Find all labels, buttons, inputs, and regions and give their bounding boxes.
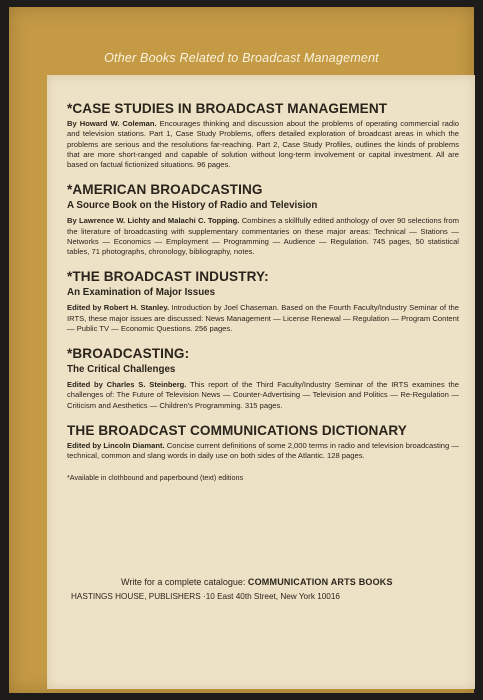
book-title: *AMERICAN BROADCASTING xyxy=(67,182,263,198)
book-back-cover xyxy=(9,7,474,693)
publisher-address: 10 East 40th Street, New York 10016 xyxy=(205,592,340,601)
book-description xyxy=(67,303,459,334)
book-description xyxy=(67,441,459,461)
book-list xyxy=(67,101,459,482)
book-description-text: Encourages thinking and discussion about the problems of operating commercial radio and television stations. Part 1, Case Study Problems, offers detailed exploration of broadcast areas in which the problems are serious and the resolutions far-reaching. Part 2, Case Study Profiles, outlines the kinds of problems that are more short-ranged and capable of solution without long-term involvement or capital investment. All are based on factual fictionized situations. 96 pages. xyxy=(67,119,459,169)
book-entry-american-broadcasting xyxy=(67,182,459,257)
book-entry-broadcast-industry xyxy=(67,269,459,334)
book-title: THE BROADCAST COMMUNICATIONS DICTIONARY xyxy=(67,422,407,438)
footer xyxy=(69,577,463,601)
publisher-name: HASTINGS HOUSE, PUBLISHERS xyxy=(71,592,201,601)
catalogue-line xyxy=(69,577,463,587)
book-description-text: This report of the Third Faculty/Industry Seminar of the IRTS examines the challenges of: The Future of Television News — Counter-Advertising — Television and Politics — Re-Regulation — Criticism and Aesthetics — Children's Programming. 315 pages. xyxy=(67,380,459,410)
book-entry-broadcasting xyxy=(67,346,459,411)
book-subtitle: The Critical Challenges xyxy=(67,364,176,376)
catalogue-publisher: COMMUNICATION ARTS BOOKS xyxy=(247,577,393,587)
book-author: Edited by Lincoln Diamant. xyxy=(67,441,165,451)
book-subtitle: A Source Book on the History of Radio and Television xyxy=(67,200,318,212)
book-entry-dictionary xyxy=(67,423,459,462)
book-title: *BROADCASTING: xyxy=(67,346,190,361)
book-title: *THE BROADCAST INDUSTRY: xyxy=(67,269,269,285)
book-subtitle: An Examination of Major Issues xyxy=(67,287,216,299)
book-entry-case-studies xyxy=(67,101,459,170)
book-description xyxy=(67,119,459,170)
book-author: By Lawrence W. Lichty and Malachi C. Topping. xyxy=(67,216,240,226)
book-description-text: Introduction by Joel Chaseman. Based on the Fourth Faculty/Industry Seminar of the IRTS, these major issues are discussed: News Management — License Renewal — Regulation — Program Content — Public TV — Economic Questions. 256 pages. xyxy=(67,303,460,333)
publisher-line: HASTINGS HOUSE, PUBLISHERS ·10 East 40th Street, New York 10016 xyxy=(71,592,340,601)
book-author: Edited by Robert H. Stanley. xyxy=(67,303,170,313)
header-title: Other Books Related to Broadcast Management xyxy=(104,51,379,65)
book-title: *CASE STUDIES IN BROADCAST MANAGEMENT xyxy=(67,101,388,116)
catalogue-text: Write for a complete catalogue: xyxy=(121,577,248,587)
book-author: Edited by Charles S. Steinberg. xyxy=(67,380,187,390)
book-description-text: Combines a skillfully edited anthology of over 90 selections from the literature of broadcasting with supplementary commentaries on these major areas: Technical — Stations — Networks — Economics — Employment — Programming — Audience — Regulation. 745 pages, 50 statistical tables, 71 photographs, chronology, bibliography, notes. xyxy=(67,216,459,256)
book-author: By Howard W. Coleman. xyxy=(67,119,157,129)
availability-note: *Available in clothbound and paperbound (text) editions xyxy=(67,473,244,483)
book-description-text: Concise current definitions of some 2,000 terms in radio and television broadcasting — technical, common and slang words in daily use on both sides of the Atlantic. 128 pages. xyxy=(67,441,459,461)
book-description xyxy=(67,380,459,411)
book-description xyxy=(67,216,459,257)
content-panel xyxy=(47,75,475,689)
